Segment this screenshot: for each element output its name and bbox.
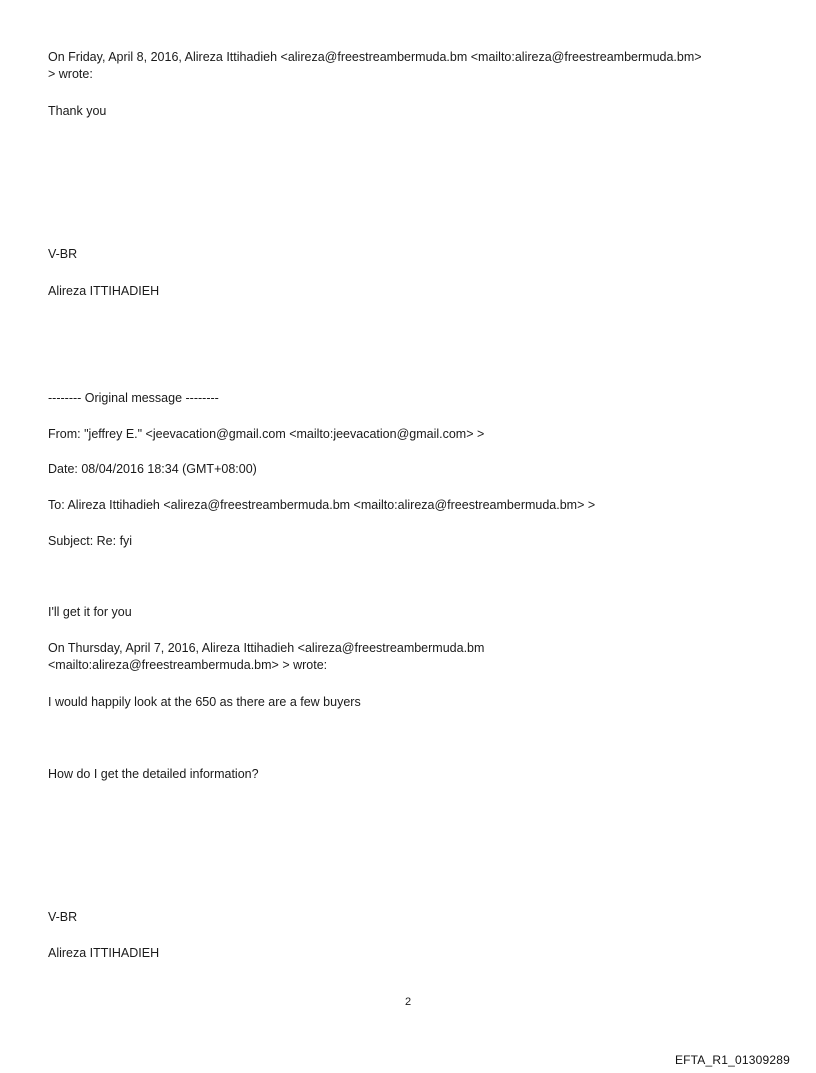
bates-number: EFTA_R1_01309289 bbox=[674, 1053, 790, 1067]
reply-signoff: V-BR bbox=[48, 247, 78, 261]
original-message-separator: -------- Original message -------- bbox=[48, 391, 219, 405]
page-number: 2 bbox=[404, 996, 412, 1008]
original-from: From: "jeffrey E." <jeevacation@gmail.com <mailto:jeevacation@gmail.com> > bbox=[48, 427, 485, 441]
original-subject: Subject: Re: fyi bbox=[48, 534, 133, 548]
quoted-signoff: V-BR bbox=[48, 910, 78, 924]
reply-header-line-2: > wrote: bbox=[48, 67, 93, 81]
original-date: Date: 08/04/2016 18:34 (GMT+08:00) bbox=[48, 462, 257, 476]
reply-body: Thank you bbox=[48, 104, 107, 118]
quoted-body-line-2: How do I get the detailed information? bbox=[48, 767, 259, 781]
reply-header-line-1: On Friday, April 8, 2016, Alireza Ittihadieh <alireza@freestreambermuda.bm <mailto:alireza@freestreambermuda.bm> bbox=[48, 50, 702, 64]
quoted-header-line-2: <mailto:alireza@freestreambermuda.bm> > wrote: bbox=[48, 658, 328, 672]
original-to: To: Alireza Ittihadieh <alireza@freestreambermuda.bm <mailto:alireza@freestreambermuda.bm> > bbox=[48, 498, 596, 512]
reply-signature: Alireza ITTIHADIEH bbox=[48, 284, 160, 298]
quoted-signature: Alireza ITTIHADIEH bbox=[48, 946, 160, 960]
quoted-header-line-1: On Thursday, April 7, 2016, Alireza Ittihadieh <alireza@freestreambermuda.bm bbox=[48, 641, 485, 655]
quoted-body-line-1: I would happily look at the 650 as there are a few buyers bbox=[48, 695, 361, 709]
original-body: I'll get it for you bbox=[48, 605, 132, 619]
